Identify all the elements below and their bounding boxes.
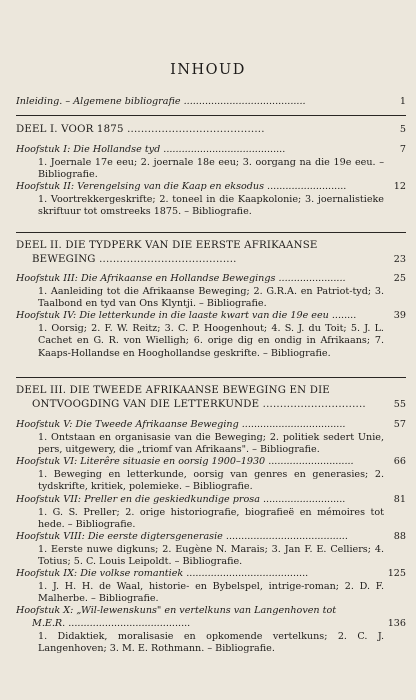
page-number: 25 <box>393 273 406 284</box>
page-number: 1 <box>399 96 406 107</box>
page-number: 23 <box>393 254 406 265</box>
toc-part-2-continued: BEWEGING ........................................ <box>32 254 237 265</box>
toc-chapter-10-continued: M.E.R. ........................................ <box>32 618 191 629</box>
chapter-10-contents: 1. Didaktiek, moralisasie en opkomende vertelkuns; 2. C. J. Langenhoven; 3. M. E. Rothmann. – Bibliografie. <box>38 631 384 655</box>
toc-chapter-8: Hoofstuk VIII: Die eerste digtersgenerasie ........................................ <box>16 531 348 542</box>
page-number: 88 <box>393 531 406 542</box>
toc-chapter-9: Hoofstuk IX: Die volkse romantiek ........................................ <box>16 568 309 579</box>
toc-chapter-4: Hoofstuk IV: Die letterkunde in die laaste kwart van die 19e eeu ........ <box>16 310 357 321</box>
page-number: 5 <box>399 124 406 135</box>
page-title: INHOUD <box>170 62 246 78</box>
page-number: 39 <box>393 310 406 321</box>
toc-chapter-7: Hoofstuk VII: Preller en die geskiedkundige prosa ........................... <box>16 494 346 505</box>
toc-chapter-2: Hoofstuk II: Verengelsing van die Kaap en eksodus .......................... <box>16 181 347 192</box>
page-number: 125 <box>387 568 406 579</box>
toc-chapter-3: Hoofstuk III: Die Afrikaanse en Hollandse Bewegings ...................... <box>16 273 346 284</box>
divider <box>16 115 406 116</box>
chapter-1-contents: 1. Joernale 17e eeu; 2. joernale 18e eeu; 3. oorgang na die 19e eeu. – Bibliografie. <box>38 157 384 181</box>
page-number: 7 <box>399 144 406 155</box>
toc-chapter-6: Hoofstuk VI: Literêre situasie en oorsig 1900–1930 ............................ <box>16 456 354 467</box>
chapter-3-contents: 1. Aanleiding tot die Afrikaanse Beweging; 2. G.R.A. en Patriot-tyd; 3. Taalbond en tyd van Ons Klyntji. – Bibliografie. <box>38 286 384 310</box>
chapter-5-contents: 1. Ontstaan en organisasie van die Beweging; 2. politiek sedert Unie, pers, uitgewery, die „triomf van Afrikaans". – Bibliografie. <box>38 432 384 456</box>
page-number: 57 <box>393 419 406 430</box>
toc-chapter-10: Hoofstuk X: „Wil-lewenskuns" en vertelkuns van Langenhoven tot <box>16 605 337 616</box>
divider <box>16 232 406 233</box>
divider <box>16 377 406 378</box>
page-number: 136 <box>387 618 406 629</box>
chapter-2-contents: 1. Voortrekkergeskrifte; 2. toneel in die Kaapkolonie; 3. joernalistieke skriftuur tot omstreeks 1875. – Bibliografie. <box>38 194 384 218</box>
toc-chapter-5: Hoofstuk V: Die Tweede Afrikaanse Beweging .................................. <box>16 419 346 430</box>
toc-part-3-continued: ONTVOOGDING VAN DIE LETTERKUNDE .............................. <box>32 399 366 410</box>
chapter-8-contents: 1. Eerste nuwe digkuns; 2. Eugène N. Marais; 3. Jan F. E. Celliers; 4. Totius; 5. C. Louis Leipoldt. – Bibliografie. <box>38 544 384 568</box>
page-number: 81 <box>393 494 406 505</box>
toc-part-1: DEEL I. VOOR 1875 ........................................ <box>16 124 265 135</box>
toc-part-2: DEEL II. DIE TYDPERK VAN DIE EERSTE AFRIKAANSE <box>16 240 318 251</box>
page-number: 55 <box>393 399 406 410</box>
toc-entry-inleiding: Inleiding. – Algemene bibliografie ........................................ <box>16 96 306 107</box>
toc-part-3: DEEL III. DIE TWEEDE AFRIKAANSE BEWEGING EN DIE <box>16 385 330 396</box>
chapter-4-contents: 1. Oorsig; 2. F. W. Reitz; 3. C. P. Hoogenhout; 4. S. J. du Toit; 5. J. L. Cachet en G. R. von Wielligh; 6. orige dig en ondig in Afrikaans; 7. Kaaps-Hollandse en Hooghollandse geskrifte. – Bibliografie. <box>38 323 384 359</box>
toc-chapter-1: Hoofstuk I: Die Hollandse tyd ........................................ <box>16 144 286 155</box>
chapter-6-contents: 1. Beweging en letterkunde, oorsig van genres en generasies; 2. tydskrifte, kritiek, polemieke. – Bibliografie. <box>38 469 384 493</box>
page-number: 12 <box>393 181 406 192</box>
chapter-9-contents: 1. J. H. H. de Waal, historie- en Bybelspel, intrige-roman; 2. D. F. Malherbe. – Bibliografie. <box>38 581 384 605</box>
chapter-7-contents: 1. G. S. Preller; 2. orige historiografie, biografieë en mémoires tot hede. – Bibliografie. <box>38 507 384 531</box>
page-number: 66 <box>393 456 406 467</box>
